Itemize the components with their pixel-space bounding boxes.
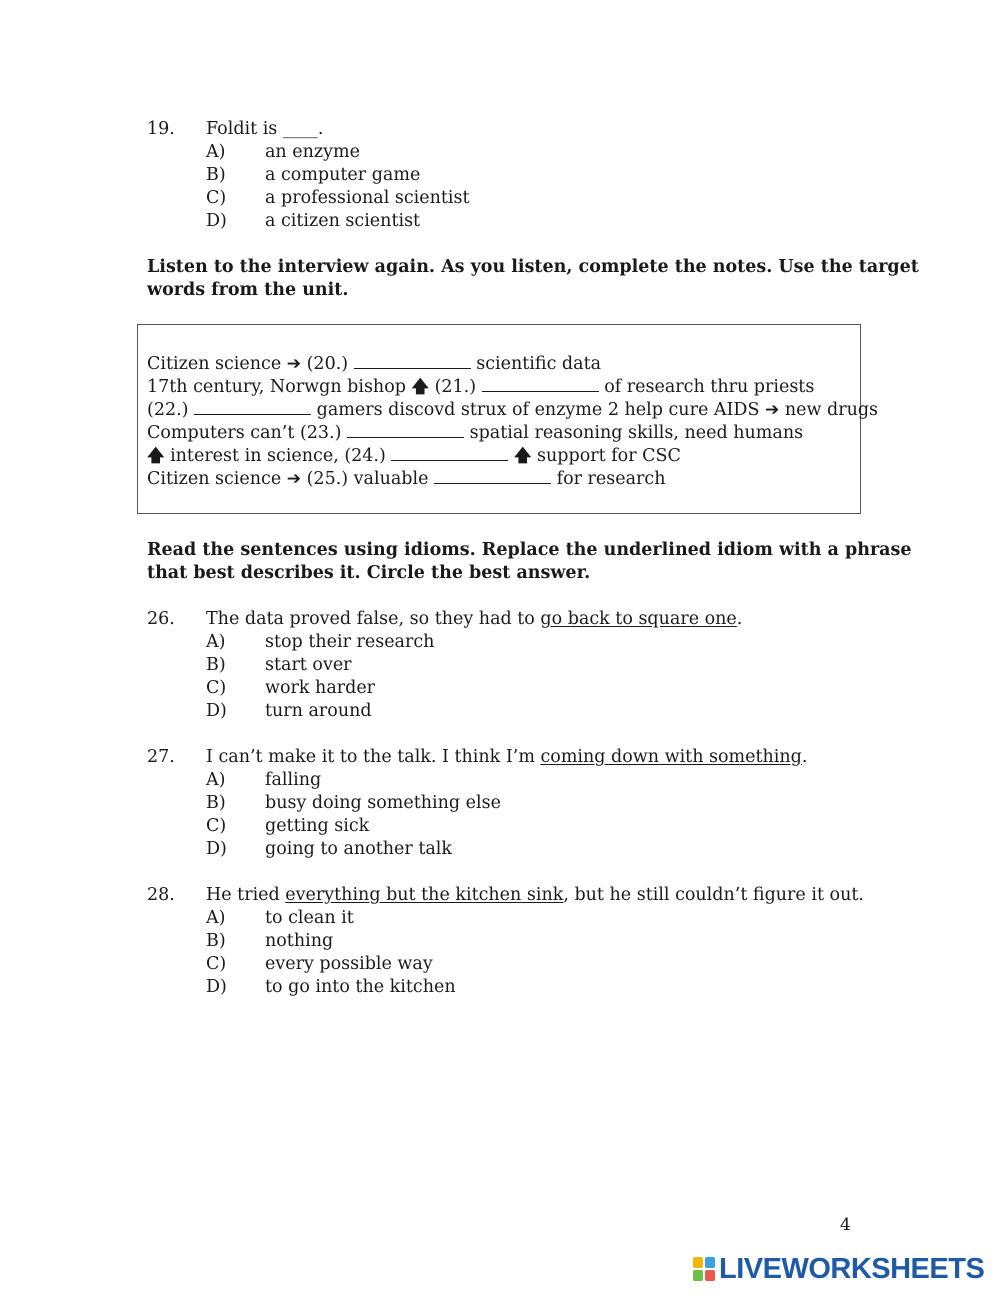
option-text: every possible way <box>265 954 433 974</box>
underlined-idiom: coming down with something <box>540 747 802 767</box>
option-letter: D) <box>206 977 227 997</box>
question-27 <box>147 746 867 861</box>
note-text: 17th century, Norwgn bishop <box>147 377 406 397</box>
note-text: scientific data <box>476 354 602 374</box>
option-c[interactable] <box>206 953 867 976</box>
note-text: new drugs <box>784 400 879 420</box>
note-text: of research thru priests <box>604 377 815 397</box>
option-a[interactable] <box>206 631 867 654</box>
option-a[interactable] <box>206 141 867 164</box>
question-text-before: I can’t make it to the talk. I think I’m <box>206 747 541 767</box>
option-b[interactable] <box>206 654 867 677</box>
question-number: 26. <box>147 609 175 629</box>
idiom-instructions <box>147 539 912 585</box>
instruction-line: Listen to the interview again. As you listen, complete the notes. Use the target <box>147 257 919 277</box>
option-letter: C) <box>206 678 227 698</box>
question-text <box>206 884 864 907</box>
option-text: turn around <box>265 701 372 721</box>
option-b[interactable] <box>206 930 867 953</box>
note-text: (22.) <box>147 400 189 420</box>
option-text: an enzyme <box>265 142 360 162</box>
question-text <box>206 746 807 769</box>
notes-content <box>147 352 879 490</box>
question-number: 28. <box>147 885 175 905</box>
answer-blank-21[interactable] <box>482 375 599 392</box>
answer-blank-22[interactable] <box>194 398 311 415</box>
question-19 <box>147 118 867 233</box>
option-letter: A) <box>206 142 226 162</box>
arrow-up-icon: 🡅 <box>147 446 165 466</box>
arrow-right-icon: ➔ <box>286 354 302 374</box>
option-c[interactable] <box>206 677 867 700</box>
question-text-before: He tried <box>206 885 286 905</box>
answer-blank-20[interactable] <box>354 352 471 369</box>
option-letter: C) <box>206 816 227 836</box>
option-text: stop their research <box>265 632 435 652</box>
option-text: getting sick <box>265 816 370 836</box>
option-text: start over <box>265 655 352 675</box>
underlined-idiom: everything but the kitchen sink <box>285 885 564 905</box>
listening-instructions <box>147 256 919 302</box>
arrow-up-icon: 🡅 <box>513 446 532 466</box>
option-letter: B) <box>206 165 226 185</box>
instruction-line: words from the unit. <box>147 280 349 300</box>
arrow-up-icon: 🡅 <box>411 377 429 397</box>
option-b[interactable] <box>206 164 867 187</box>
underlined-idiom: go back to square one <box>540 609 737 629</box>
option-text: a citizen scientist <box>265 211 421 231</box>
note-text: interest in science, (24.) <box>170 446 386 466</box>
option-text: a professional scientist <box>265 188 470 208</box>
option-letter: D) <box>206 211 227 231</box>
option-a[interactable] <box>206 769 867 792</box>
instruction-line: that best describes it. Circle the best answer. <box>147 563 591 583</box>
note-line-20 <box>147 352 859 375</box>
question-text-before: The data proved false, so they had to <box>206 609 541 629</box>
note-line-23 <box>147 421 859 444</box>
page-number: 4 <box>840 1215 851 1235</box>
option-letter: C) <box>206 188 227 208</box>
question-text-after: . <box>736 609 743 629</box>
note-text: (21.) <box>434 377 477 397</box>
arrow-right-icon: ➔ <box>286 469 302 489</box>
option-d[interactable] <box>206 838 867 861</box>
option-letter: C) <box>206 954 227 974</box>
question-text <box>206 608 742 631</box>
option-c[interactable] <box>206 187 867 210</box>
option-d[interactable] <box>206 210 867 233</box>
option-letter: D) <box>206 701 227 721</box>
option-text: busy doing something else <box>265 793 501 813</box>
note-text: Citizen science <box>147 469 282 489</box>
logo-text: LIVEWORKSHEETS <box>719 1253 985 1285</box>
arrow-right-icon: ➔ <box>765 400 780 420</box>
option-d[interactable] <box>206 976 867 999</box>
answer-blank-24[interactable] <box>391 444 508 461</box>
option-letter: B) <box>206 931 226 951</box>
question-28 <box>147 884 867 999</box>
option-letter: A) <box>206 632 226 652</box>
option-a[interactable] <box>206 907 867 930</box>
option-c[interactable] <box>206 815 867 838</box>
note-text: support for CSC <box>537 446 681 466</box>
option-text: work harder <box>265 678 376 698</box>
note-line-25 <box>147 467 859 490</box>
note-line-24 <box>147 444 859 467</box>
note-line-21 <box>147 375 859 398</box>
liveworksheets-logo-icon <box>693 1257 715 1281</box>
option-letter: A) <box>206 770 226 790</box>
note-text: Computers can’t (23.) <box>147 423 342 443</box>
option-letter: D) <box>206 839 227 859</box>
option-letter: A) <box>206 908 226 928</box>
question-text: Foldit is ____. <box>206 119 324 139</box>
note-text: Citizen science <box>147 354 282 374</box>
answer-blank-23[interactable] <box>347 421 464 438</box>
option-text: to clean it <box>265 908 354 928</box>
option-text: falling <box>265 770 322 790</box>
note-text: (25.) valuable <box>306 469 429 489</box>
note-text: for research <box>556 469 666 489</box>
question-number: 19. <box>147 119 175 139</box>
option-text: going to another talk <box>265 839 452 859</box>
note-line-22 <box>147 398 879 421</box>
option-d[interactable] <box>206 700 867 723</box>
question-number: 27. <box>147 747 175 767</box>
option-text: nothing <box>265 931 334 951</box>
answer-blank-25[interactable] <box>434 467 551 484</box>
liveworksheets-logo[interactable] <box>693 1254 984 1284</box>
note-text: (20.) <box>306 354 349 374</box>
question-text-after: , but he still couldn’t figure it out. <box>563 885 864 905</box>
question-26 <box>147 608 867 723</box>
option-letter: B) <box>206 655 226 675</box>
instruction-line: Read the sentences using idioms. Replace the underlined idiom with a phrase <box>147 540 912 560</box>
question-text-after: . <box>801 747 808 767</box>
note-text: gamers discovd strux of enzyme 2 help cure AIDS <box>316 400 760 420</box>
option-text: to go into the kitchen <box>265 977 456 997</box>
option-letter: B) <box>206 793 226 813</box>
option-text: a computer game <box>265 165 421 185</box>
note-text: spatial reasoning skills, need humans <box>469 423 804 443</box>
option-b[interactable] <box>206 792 867 815</box>
